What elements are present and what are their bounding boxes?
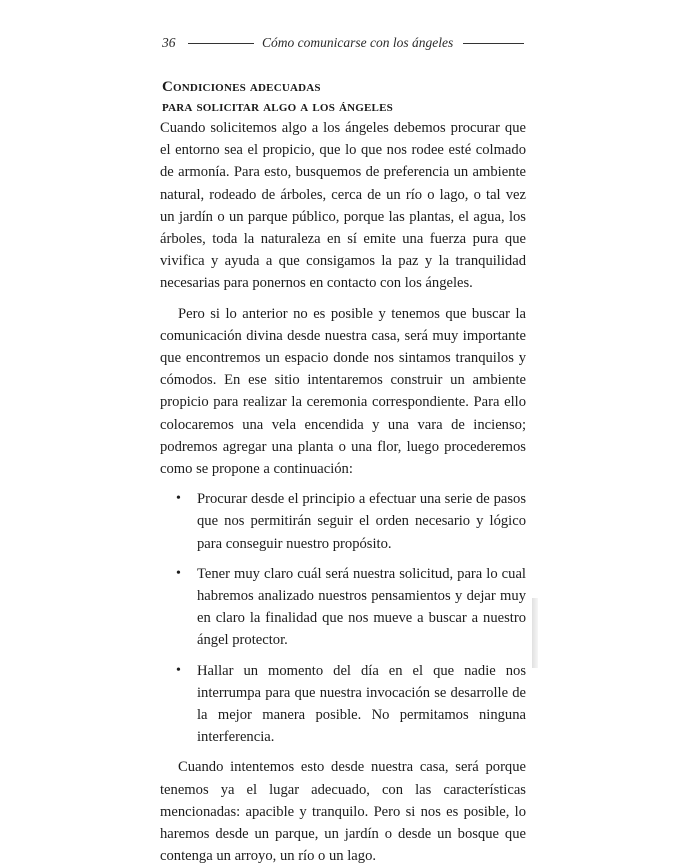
bullet-item-2	[160, 563, 526, 652]
section-heading-line-1: Condiciones adecuadas	[162, 79, 321, 95]
page-number: 36	[162, 35, 176, 50]
running-header	[162, 33, 524, 53]
body-text	[160, 117, 526, 868]
bullet-icon: •	[176, 662, 181, 678]
paragraph-2: Pero si lo anterior no es posible y tenemos que buscar la comunicación divina desde nuestra casa, será muy importante que encontremos un espacio donde nos sintamos tranquilos y cómodos. En ese sitio intentaremos construir un ambiente propicio para realizar la ceremonia correspondiente. Para ello colocaremos una vela encendida y una vara de incienso; podremos agregar una planta o una flor, luego procederemos como se propone a continuación:	[160, 305, 526, 478]
page-edge-shadow	[532, 598, 538, 668]
bullet-text-2: Tener muy claro cuál será nuestra solicitud, para lo cual habremos analizado nuestros pensamientos y dejar muy en claro la finalidad que nos mueve a buscar a nuestro ángel protector.	[197, 565, 526, 649]
bullet-item-3	[160, 660, 526, 749]
bullet-list	[160, 488, 526, 748]
bullet-item-1	[160, 488, 526, 555]
closing-paragraph: Cuando intentemos esto desde nuestra casa, será porque tenemos ya el lugar adecuado, con las características mencionadas: apacible y tranquilo. Pero si nos es posible, lo haremos desde un parque, un jardín o desde un bosque que contenga un arroyo, un río o un lago.	[160, 759, 526, 865]
header-rule-left	[188, 43, 254, 44]
paragraph-1: Cuando solicitemos algo a los ángeles debemos procurar que el entorno sea el propicio, que lo que nos rodee esté colmado de armonía. Para esto, busquemos de preferencia un ambiente natural, rodeado de árboles, cerca de un río o lago, o tal vez un jardín o un parque público, porque las plantas, el agua, los árboles, toda la naturaleza en sí emite una fuerza pura que vivifica y ayuda a que consigamos la paz y la tranquilidad necesarias para ponernos en contacto con los ángeles.	[160, 120, 526, 292]
section-heading	[162, 77, 542, 117]
bullet-text-1: Procurar desde el principio a efectuar una serie de pasos que nos permitirán seguir el orden necesario y lógico para conseguir nuestro propósito.	[197, 491, 526, 552]
bullet-icon: •	[176, 491, 181, 507]
header-rule-right	[463, 43, 524, 44]
section-heading-line-2: para solicitar algo a los ángeles	[162, 99, 393, 115]
running-title: Cómo comunicarse con los ángeles	[262, 35, 454, 50]
bullet-icon: •	[176, 565, 181, 581]
bullet-text-3: Hallar un momento del día en el que nadie nos interrumpa para que nuestra invocación se desarrolle de la mejor manera posible. No permitamos ninguna interferencia.	[197, 662, 526, 746]
